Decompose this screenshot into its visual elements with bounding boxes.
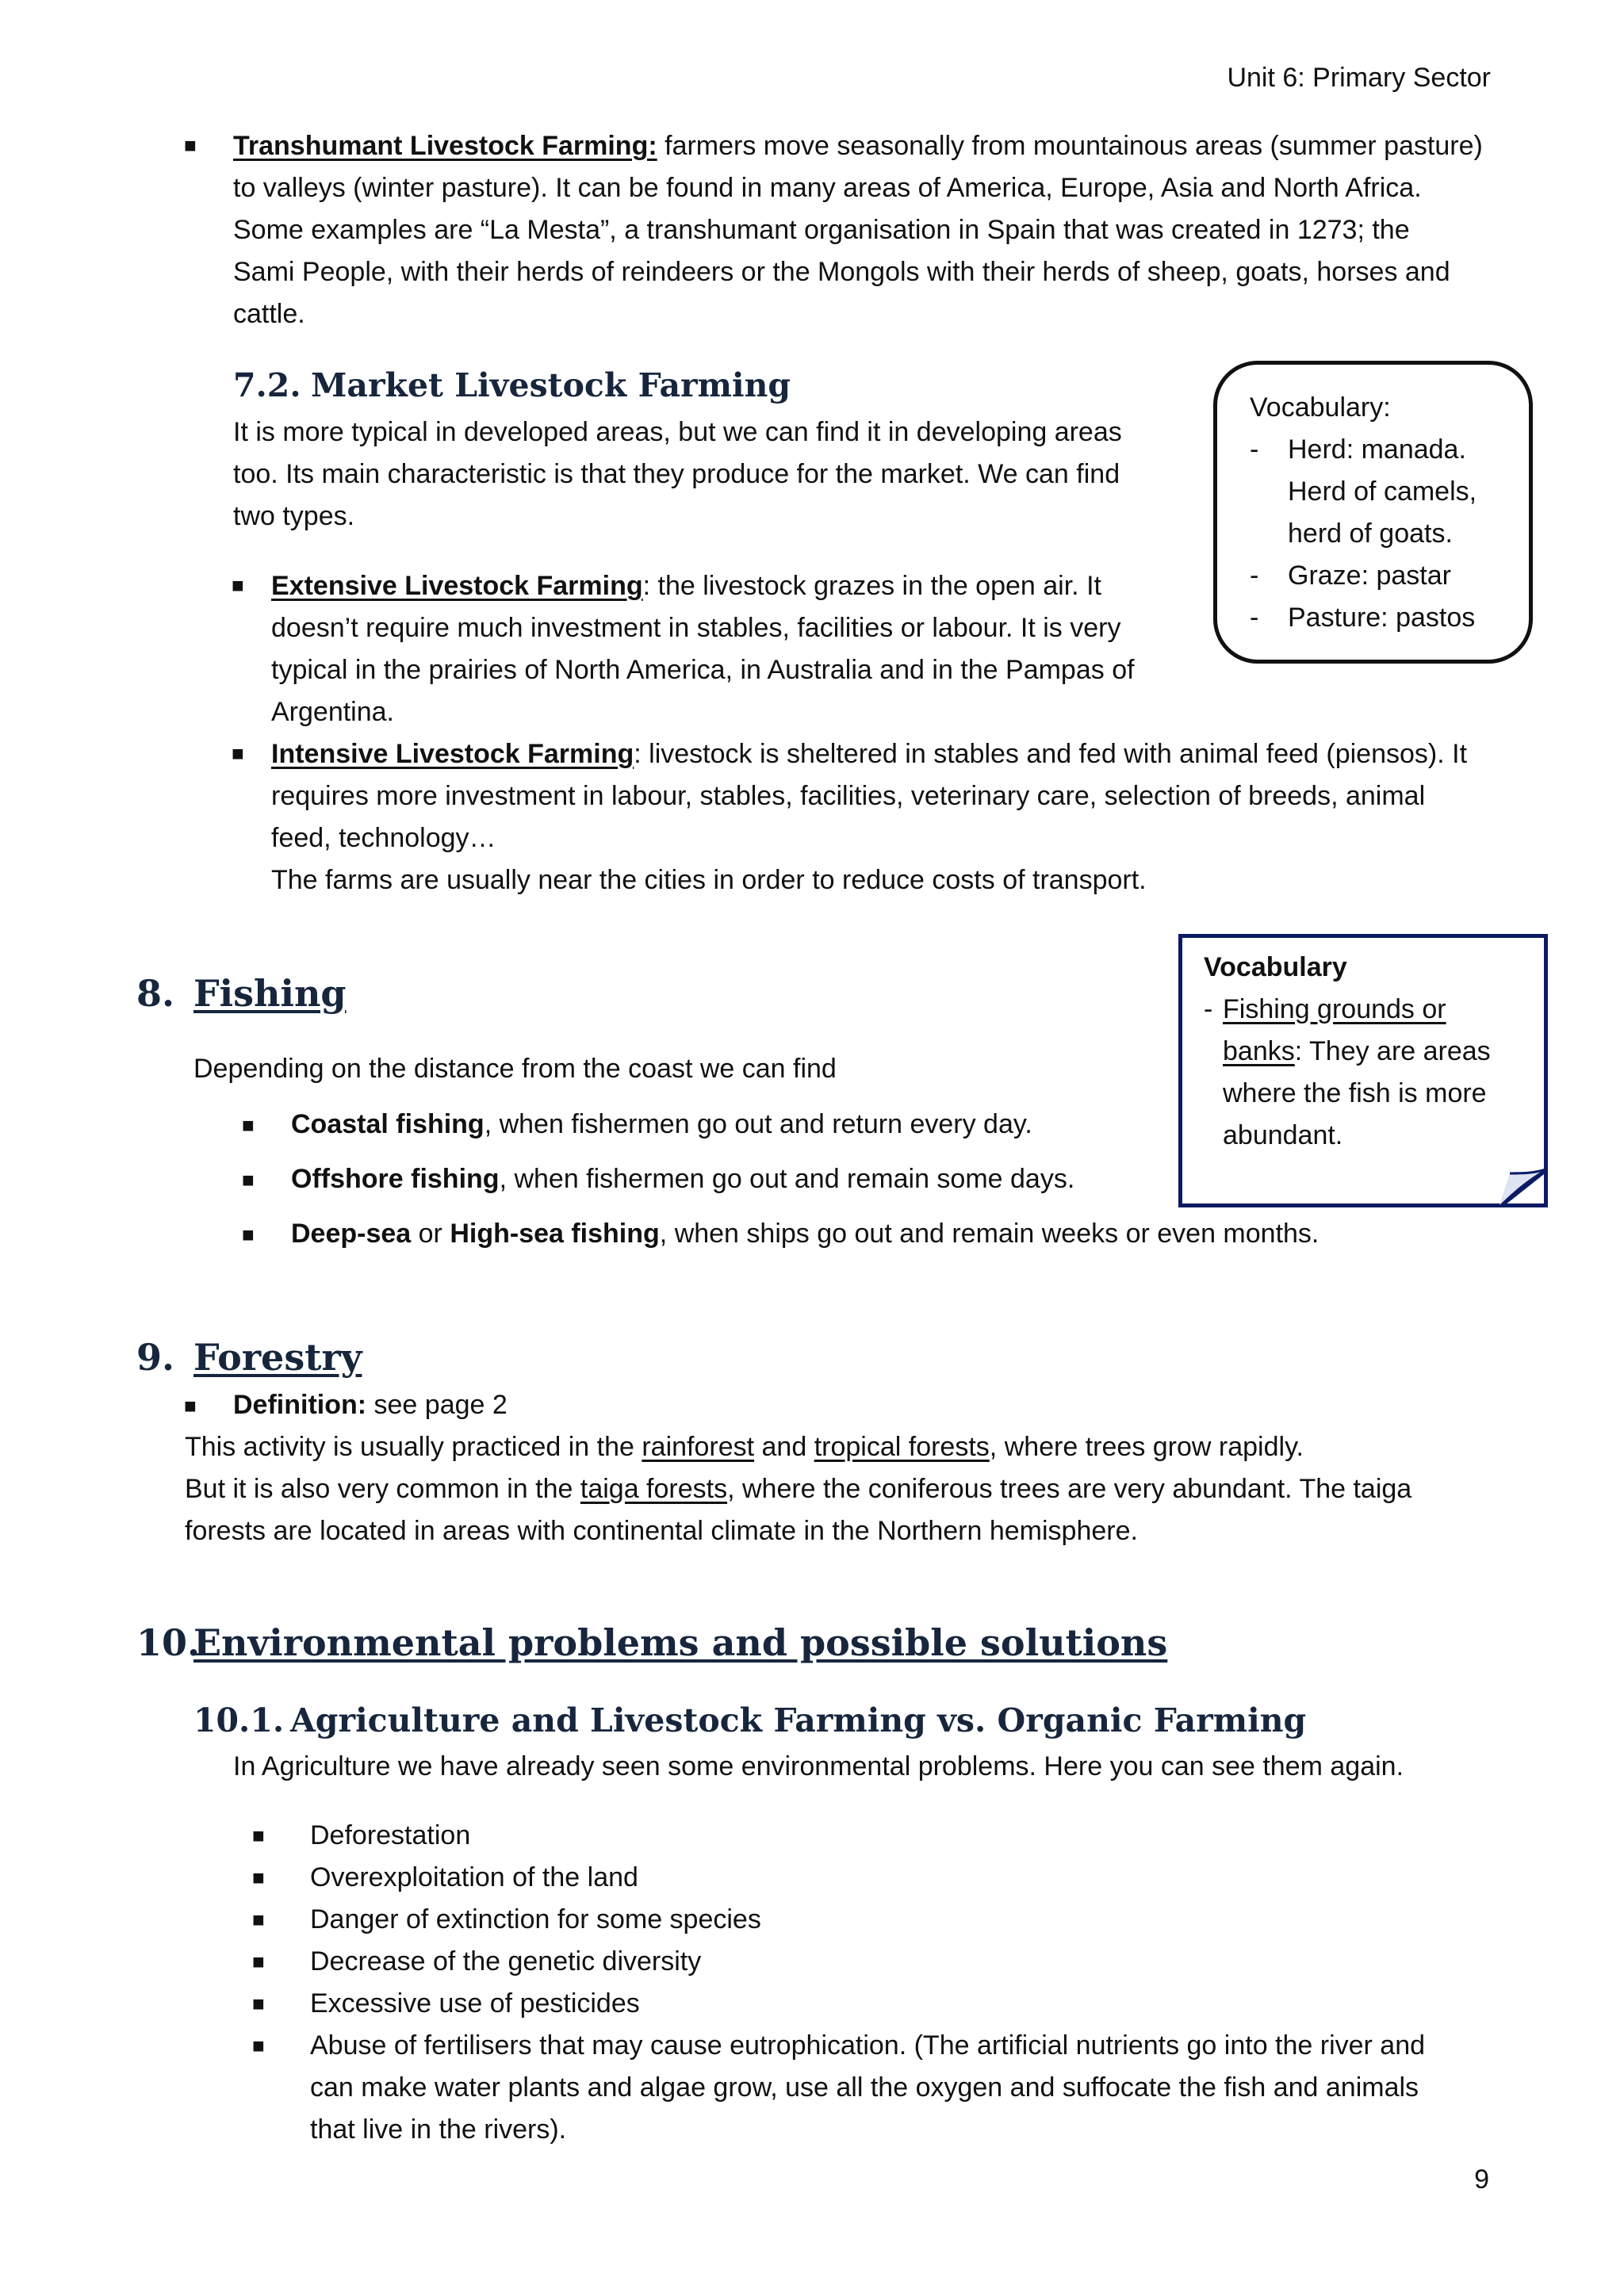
- bullet-icon: ■: [242, 1223, 255, 1246]
- extensive-line-4: Argentina.: [271, 697, 394, 727]
- bullet-icon: ■: [184, 1394, 197, 1418]
- vocab-item-herd-3: herd of goats.: [1288, 519, 1453, 549]
- vocab-fishing-line-3: where the fish is more: [1223, 1078, 1487, 1108]
- section-9-title: Forestry: [193, 1336, 362, 1379]
- vocab-item-pasture: Pasture: pastos: [1288, 603, 1476, 633]
- forestry-p1: This activity is usually practiced in the rainforest and tropical forests, where trees grow rapidly.: [185, 1432, 1304, 1462]
- section-10-number: 10.: [136, 1621, 201, 1664]
- bullet-icon: ■: [252, 2034, 265, 2057]
- problem-item: Danger of extinction for some species: [310, 1904, 761, 1934]
- section-10-1-number: 10.1.: [193, 1701, 285, 1739]
- vocab-dash: -: [1250, 603, 1259, 633]
- transhumant-line-1: Transhumant Livestock Farming: farmers move seasonally from mountainous areas (summer pasture): [233, 131, 1483, 161]
- bullet-icon: ■: [232, 573, 244, 597]
- forestry-definition: Definition: see page 2: [233, 1390, 508, 1420]
- vocab-fishing-line-2: banks: They are areas: [1223, 1036, 1491, 1066]
- vocab-item-herd-1: Herd: manada.: [1288, 434, 1466, 465]
- intensive-line-1: Intensive Livestock Farming: livestock is sheltered in stables and fed with animal feed (piensos). It: [271, 739, 1468, 769]
- problem-item-fertilisers-3: that live in the rivers).: [310, 2114, 567, 2145]
- section-7-2-title: Market Livestock Farming: [311, 366, 791, 404]
- vocabulary-box-2-title: Vocabulary: [1204, 952, 1347, 982]
- transhumant-line-2: to valleys (winter pasture). It can be found in many areas of America, Europe, Asia and North Africa.: [233, 173, 1422, 203]
- vocab-item-graze: Graze: pastar: [1288, 561, 1451, 591]
- extensive-line-1: Extensive Livestock Farming: the livestock grazes in the open air. It: [271, 571, 1101, 601]
- problem-item: Deforestation: [310, 1820, 471, 1850]
- forestry-p2: But it is also very common in the taiga forests, where the coniferous trees are very abundant. The taiga: [185, 1474, 1412, 1504]
- section-7-2-intro-3: two types.: [233, 501, 355, 531]
- transhumant-line-5: cattle.: [233, 299, 305, 329]
- section-10-1-intro: In Agriculture we have already seen some environmental problems. Here you can see them again.: [233, 1751, 1404, 1781]
- section-7-2-heading: 7.2.: [233, 366, 301, 404]
- vocabulary-box-2: [1178, 934, 1548, 1207]
- fishing-item-offshore: Offshore fishing, when fishermen go out and remain some days.: [291, 1164, 1075, 1194]
- vocab-dash: -: [1250, 434, 1259, 465]
- bullet-icon: ■: [252, 1950, 265, 1973]
- running-header: Unit 6: Primary Sector: [1227, 63, 1491, 93]
- intensive-line-2: requires more investment in labour, stables, facilities, veterinary care, selection of breeds, animal: [271, 781, 1426, 811]
- intensive-line-4: The farms are usually near the cities in order to reduce costs of transport.: [271, 865, 1147, 895]
- bullet-icon: ■: [252, 1992, 265, 2015]
- section-10-1-title: Agriculture and Livestock Farming vs. Organic Farming: [290, 1701, 1307, 1739]
- vocab-fishing-line-4: abundant.: [1223, 1120, 1343, 1150]
- page-number: 9: [1474, 2164, 1489, 2195]
- section-8-number: 8.: [136, 972, 175, 1015]
- vocab-dash: -: [1204, 994, 1213, 1024]
- bullet-icon: ■: [242, 1168, 255, 1192]
- bullet-icon: ■: [252, 1866, 265, 1889]
- section-7-2-intro-1: It is more typical in developed areas, but we can find it in developing areas: [233, 417, 1122, 447]
- problem-item-fertilisers-2: can make water plants and algae grow, use all the oxygen and suffocate the fish and animals: [310, 2072, 1419, 2103]
- extensive-term: Extensive Livestock Farming: [271, 571, 643, 601]
- transhumant-line-3: Some examples are “La Mesta”, a transhumant organisation in Spain that was created in 1273; the: [233, 215, 1410, 245]
- problem-item: Decrease of the genetic diversity: [310, 1946, 702, 1976]
- fishing-item-deep-sea: Deep-sea or High-sea fishing, when ships go out and remain weeks or even months.: [291, 1219, 1320, 1249]
- section-8-intro: Depending on the distance from the coast we can find: [193, 1054, 837, 1084]
- vocabulary-box-1-title: Vocabulary:: [1250, 392, 1391, 423]
- vocab-dash: -: [1250, 561, 1259, 591]
- problem-item: Excessive use of pesticides: [310, 1988, 640, 2019]
- bullet-icon: ■: [232, 741, 244, 765]
- section-9-number: 9.: [136, 1336, 175, 1379]
- vocab-item-herd-2: Herd of camels,: [1288, 476, 1477, 507]
- bullet-icon: ■: [252, 1908, 265, 1931]
- section-7-2-intro-2: too. Its main characteristic is that they produce for the market. We can find: [233, 459, 1120, 489]
- extensive-line-3: typical in the prairies of North America, in Australia and in the Pampas of: [271, 655, 1135, 685]
- bullet-icon: ■: [252, 1823, 265, 1847]
- section-8-title: Fishing: [193, 972, 347, 1015]
- vocab-term-fishing-grounds: Fishing grounds or: [1223, 994, 1446, 1024]
- transhumant-line-4: Sami People, with their herds of reindeers or the Mongols with their herds of sheep, goats, horses and: [233, 257, 1450, 287]
- forestry-p3: forests are located in areas with continental climate in the Northern hemisphere.: [185, 1516, 1138, 1546]
- fishing-item-coastal: Coastal fishing, when fishermen go out and return every day.: [291, 1109, 1032, 1139]
- problem-item: Overexploitation of the land: [310, 1862, 638, 1892]
- page-curl-icon: [1499, 1169, 1548, 1207]
- intensive-term: Intensive Livestock Farming: [271, 739, 634, 769]
- bullet-icon: ■: [184, 133, 197, 157]
- problem-item-fertilisers-1: Abuse of fertilisers that may cause eutrophication. (The artificial nutrients go into the river and: [310, 2030, 1426, 2061]
- section-10-title: Environmental problems and possible solutions: [193, 1621, 1168, 1664]
- intensive-line-3: feed, technology…: [271, 823, 496, 853]
- bullet-icon: ■: [242, 1113, 255, 1137]
- vocabulary-box-1: [1213, 361, 1533, 664]
- extensive-line-2: doesn’t require much investment in stables, facilities or labour. It is very: [271, 613, 1121, 643]
- transhumant-term: Transhumant Livestock Farming:: [233, 131, 657, 161]
